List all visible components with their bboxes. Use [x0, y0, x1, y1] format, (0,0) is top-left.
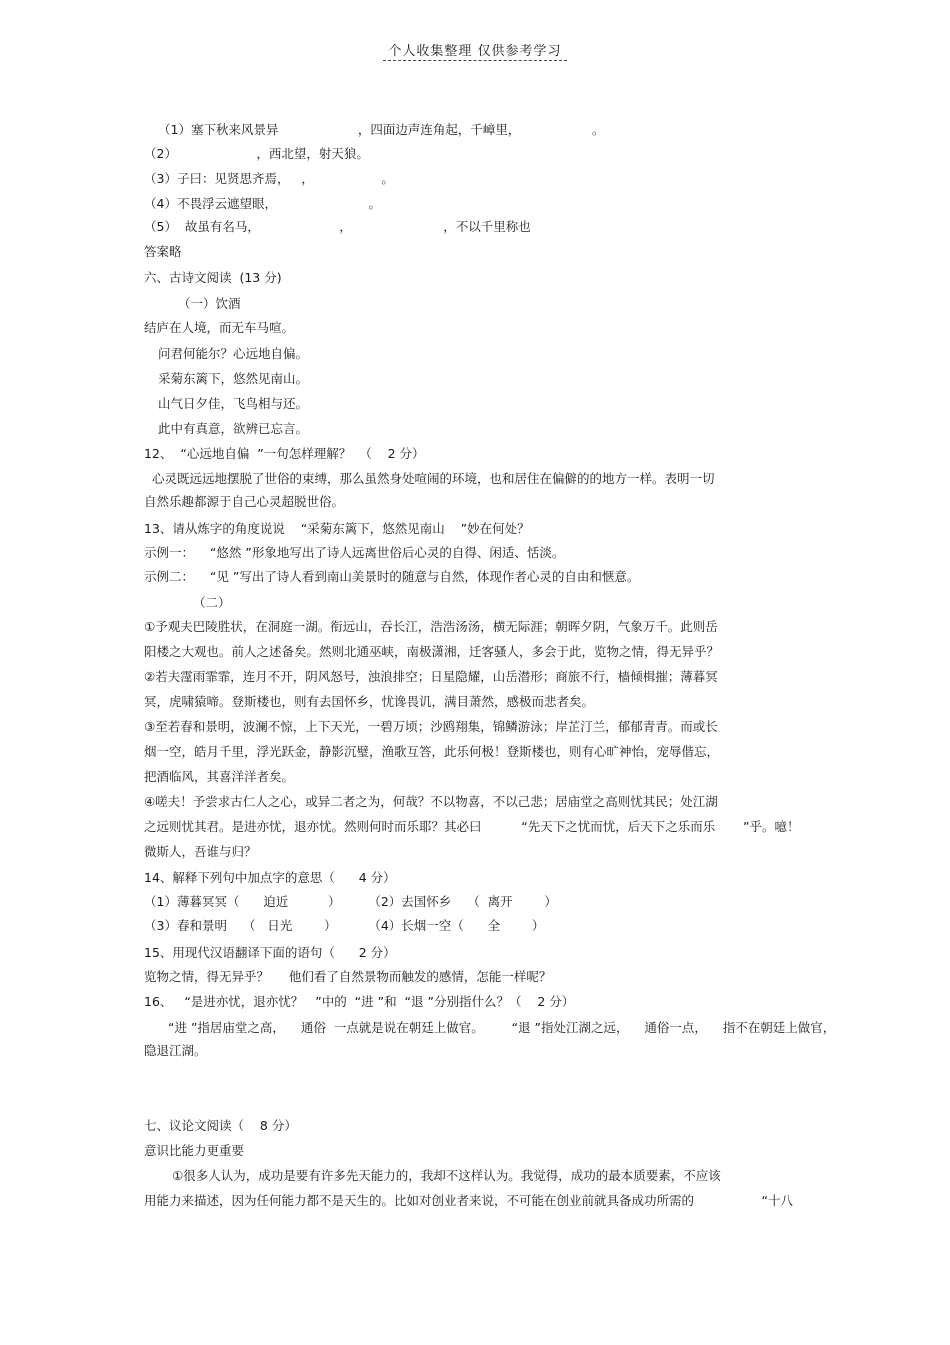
- text-line: ②若夫霪雨霏霏，连月不开，阴风怒号，浊浪排空；日星隐耀，山岳潜形；商旅不行，樯倾楫摧；薄暮冥: [144, 669, 718, 684]
- text-line: 把酒临风，其喜洋洋者矣。: [144, 769, 295, 784]
- text-line: 烟一空，皓月千里，浮光跃金，静影沉璧，渔歌互答，此乐何极！登斯楼也，则有心旷神怡，宠辱偕忘，: [144, 744, 720, 759]
- text-line: 心灵既远远地摆脱了世俗的束缚，那么虽然身处喧闹的环境，也和居住在偏僻的的地方一样。表明一切: [152, 471, 715, 486]
- text-line: ③至若春和景明，波澜不惊，上下天光，一碧万顷；沙鸥翔集，锦鳞游泳；岸芷汀兰，郁郁青青。而或长: [144, 719, 718, 734]
- text-line: 问君何能尔？心远地自偏。: [158, 346, 309, 361]
- text-line: （2） ，西北望，射天狼。: [144, 146, 369, 161]
- text-line: （5） 故虽有名马， ， ，不以千里称也: [144, 219, 531, 234]
- text-line: 览物之情，得无异乎？ 他们看了自然景物而触发的感情，怎能一样呢？: [144, 969, 552, 984]
- text-line: （1）塞下秋来风景异 ，四面边声连角起，千嶂里， 。: [158, 122, 605, 137]
- page-header: 个人收集整理 仅供参考学习: [388, 44, 562, 59]
- text-line: 12、 “心远地自偏 ”一句怎样理解？ （ 2 分）: [144, 446, 425, 461]
- text-line: 阳楼之大观也。前人之述备矣。然则北通巫峡，南极潇湘，迁客骚人，多会于此，览物之情，得无异乎？: [144, 644, 720, 659]
- text-line: 结庐在人境，而无车马喧。: [144, 320, 295, 335]
- text-line: 用能力来描述，因为任何能力都不是天生的。比如对创业者来说，不可能在创业前就具备成功所需的 “十八: [144, 1193, 794, 1208]
- text-line: 七、议论文阅读（ 8 分）: [144, 1118, 297, 1133]
- text-line: 答案略: [144, 244, 182, 259]
- text-line: 示例一： “悠然 ”形象地写出了诗人远离世俗后心灵的自得、闲适、恬淡。: [144, 545, 565, 560]
- text-line: 微斯人，吾谁与归？: [144, 844, 257, 859]
- text-line: 山气日夕佳，飞鸟相与还。: [158, 396, 309, 411]
- text-line: （1）薄暮冥冥（ 迫近 ） （2）去国怀乡 （ 离开 ）: [144, 894, 557, 909]
- text-line: （一）饮酒: [178, 296, 241, 311]
- text-line: ①予观夫巴陵胜状，在洞庭一湖。衔远山，吞长江，浩浩汤汤，横无际涯；朝晖夕阴，气象万千。此则岳: [144, 619, 718, 634]
- text-line: （3）子曰：见贤思齐焉， ， 。: [144, 171, 394, 186]
- text-line: 16、 “是进亦忧，退亦忧？ ”中的 “进 ”和 “退 ”分别指什么？（ 2 分）: [144, 994, 575, 1009]
- text-line: 14、解释下列句中加点字的意思（ 4 分）: [144, 870, 396, 885]
- text-line: 示例二： “见 ”写出了诗人看到南山美景时的随意与自然，体现作者心灵的自由和惬意。: [144, 569, 640, 584]
- text-line: 隐退江湖。: [144, 1043, 207, 1058]
- text-line: 冥，虎啸猿啼。登斯楼也，则有去国怀乡，忧谗畏讥，满目萧然，感极而悲者矣。: [144, 694, 595, 709]
- text-line: （4）不畏浮云遮望眼， 。: [144, 196, 381, 211]
- text-line: 15、用现代汉语翻译下面的语句（ 2 分）: [144, 945, 396, 960]
- text-line: 之远则忧其君。是进亦忧，退亦忧。然则何时而乐耶？其必曰 “先天下之忧而忧，后天下之乐而乐 ”乎。噫！: [144, 819, 800, 834]
- text-line: 此中有真意，欲辨已忘言。: [158, 421, 309, 436]
- text-line: ④嗟夫！予尝求古仁人之心，或异二者之为，何哉？不以物喜，不以己悲；居庙堂之高则忧其民；处江湖: [144, 794, 718, 809]
- text-line: 自然乐趣都源于自己心灵超脱世俗。: [144, 494, 345, 509]
- text-line: ①很多人认为，成功是要有许多先天能力的，我却不这样认为。我觉得，成功的最本质要素，不应该: [172, 1168, 721, 1183]
- text-line: （3）春和景明 （ 日光 ） （4）长烟一空（ 全 ）: [144, 918, 545, 933]
- text-line: 六、古诗文阅读 (13 分): [144, 270, 282, 285]
- text-line: 采菊东篱下，悠然见南山。: [158, 371, 309, 386]
- text-line: （二）: [193, 595, 231, 610]
- text-line: 意识比能力更重要: [144, 1143, 245, 1158]
- text-line: “进 ”指居庙堂之高， 通俗 一点就是说在朝廷上做官。 “退 ”指处江湖之远， 通俗一点， 指不在朝廷上做官，: [168, 1020, 836, 1035]
- text-line: 13、请从炼字的角度说说 “采菊东篱下，悠然见南山 ”妙在何处？: [144, 521, 530, 536]
- header-divider: [383, 60, 567, 61]
